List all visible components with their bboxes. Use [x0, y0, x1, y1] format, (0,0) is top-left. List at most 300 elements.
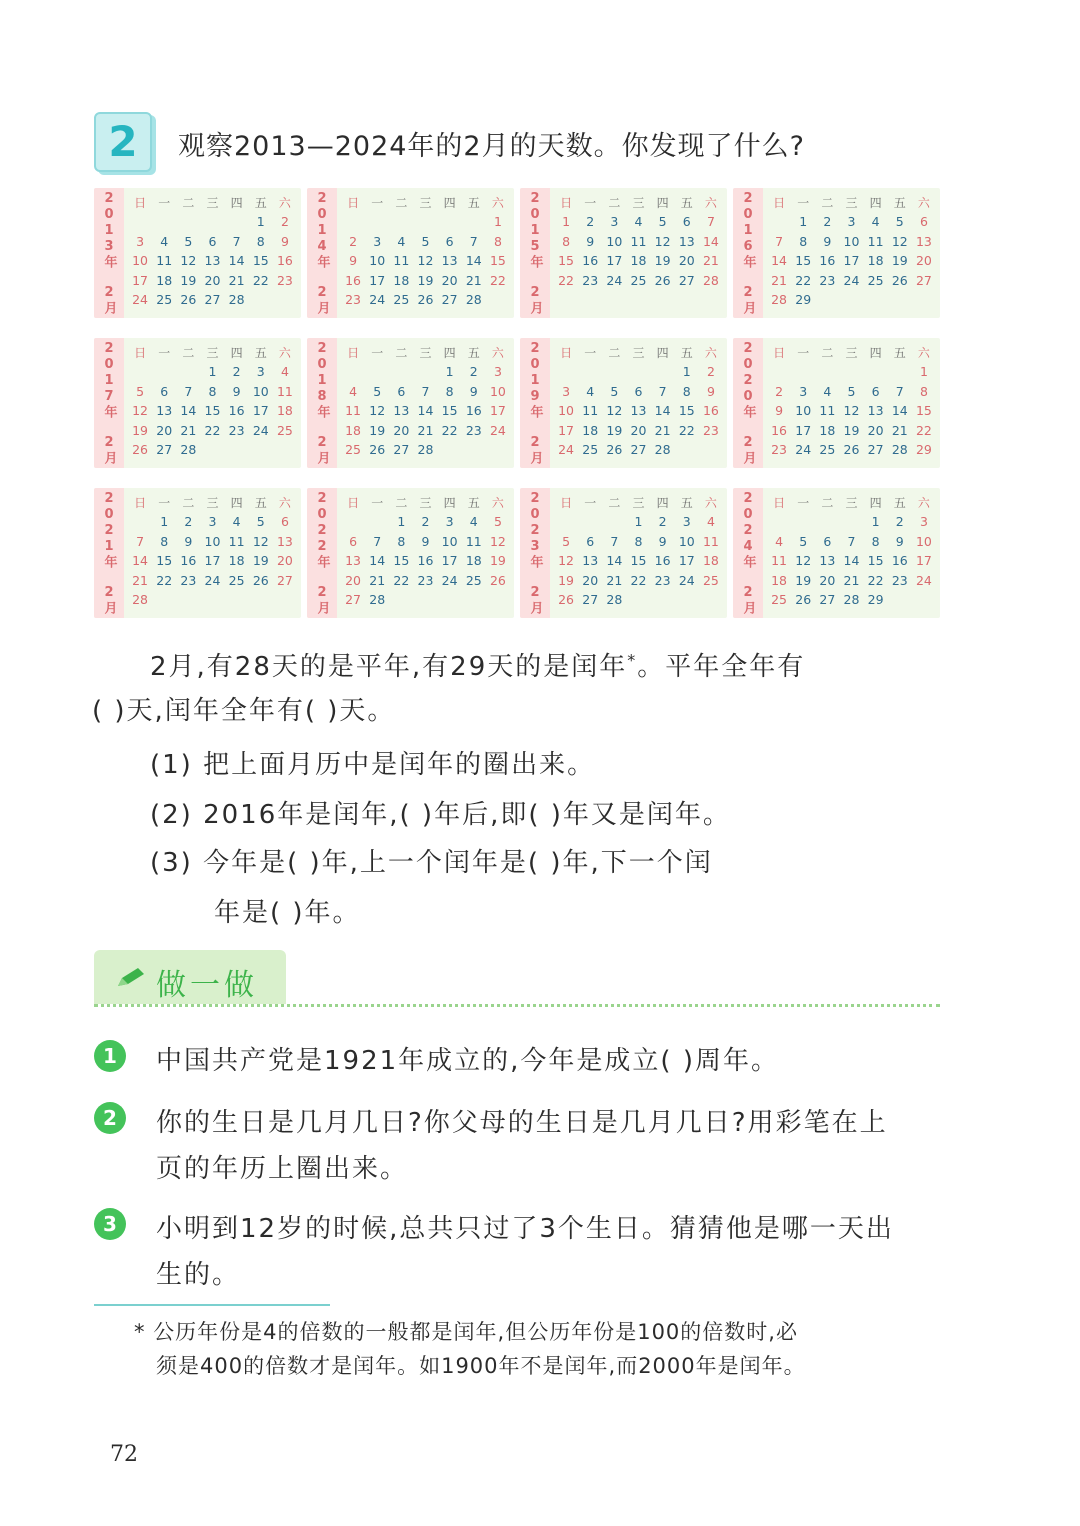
exercise-number-1: 1: [94, 1040, 126, 1072]
calendar-day: 11: [582, 403, 599, 419]
weekday-header: 四: [869, 495, 882, 510]
calendar-day: 4: [634, 214, 643, 230]
calendar-day: 29: [795, 292, 812, 308]
calendar-day: 9: [469, 383, 478, 399]
calendar-day: 23: [771, 442, 788, 458]
weekday-header: 六: [704, 495, 717, 510]
calendar-day: 6: [634, 383, 643, 399]
calendar-day: 4: [469, 514, 478, 530]
weekday-header: 四: [230, 345, 243, 360]
exercise-number-3: 3: [94, 1208, 126, 1240]
calendar-day: 19: [654, 253, 671, 269]
calendar-day: 28: [654, 442, 671, 458]
calendar-day: 15: [867, 553, 884, 569]
calendar-day: 13: [630, 403, 647, 419]
calendar-day: 1: [160, 514, 169, 530]
calendar-day: 16: [819, 253, 836, 269]
calendar-day: 9: [586, 233, 595, 249]
weekday-header: 四: [656, 345, 669, 360]
calendar-day: 12: [132, 403, 149, 419]
calendar-day: 13: [441, 253, 458, 269]
calendar-day: 28: [465, 292, 482, 308]
calendar-day: 25: [345, 442, 362, 458]
calendar-day: 27: [867, 442, 884, 458]
calendar-day: 2: [706, 364, 715, 380]
weekday-header: 六: [491, 495, 504, 510]
month-calendar: [307, 188, 514, 318]
calendar-day: 23: [582, 272, 599, 288]
calendar-day: 16: [465, 403, 482, 419]
weekday-header: 五: [467, 195, 480, 210]
calendar-day: 1: [256, 214, 265, 230]
calendar-day: 27: [204, 292, 221, 308]
calendar-day: 15: [204, 403, 221, 419]
calendar-day: 2: [586, 214, 595, 230]
calendar-day: 14: [369, 553, 386, 569]
weekday-header: 四: [656, 495, 669, 510]
calendar-day: 16: [417, 553, 434, 569]
calendar-day: 5: [562, 533, 571, 549]
calendar-day: 11: [702, 533, 719, 549]
weekday-header: 六: [704, 345, 717, 360]
calendar-day: 12: [606, 403, 623, 419]
calendar-day: 22: [252, 272, 269, 288]
footnote-line-1: * 公历年份是4的倍数的一般都是闰年,但公历年份是100的倍数时,必: [134, 1320, 798, 1344]
calendar-day: 21: [180, 422, 197, 438]
calendar-day: 17: [369, 272, 386, 288]
calendar-year-label: 2018年 2月: [307, 338, 337, 468]
calendar-day: 3: [562, 383, 571, 399]
calendar-year-label: 2023年 2月: [520, 488, 550, 618]
calendar-day: 20: [276, 553, 293, 569]
calendar-day: 9: [232, 383, 241, 399]
weekday-header: 日: [134, 195, 147, 210]
calendar-day: 16: [345, 272, 362, 288]
weekday-header: 一: [158, 345, 171, 360]
calendar-day: 24: [252, 422, 269, 438]
calendar-day: 5: [373, 383, 382, 399]
calendar-day: 3: [445, 514, 454, 530]
month-calendar: [733, 188, 940, 318]
weekday-header: 一: [797, 495, 810, 510]
calendar-day: 24: [678, 572, 695, 588]
calendar-day: 12: [654, 233, 671, 249]
calendar-day: 15: [558, 253, 575, 269]
weekday-header: 一: [371, 345, 384, 360]
weekday-header: 日: [347, 195, 360, 210]
calendar-day: 18: [867, 253, 884, 269]
calendar-day: 22: [558, 272, 575, 288]
calendar-day: 4: [232, 514, 241, 530]
calendar-day: 17: [132, 272, 149, 288]
calendar-day: 23: [417, 572, 434, 588]
calendar-year-label: 2020年 2月: [733, 338, 763, 468]
calendar-day: 12: [252, 533, 269, 549]
weekday-header: 六: [704, 195, 717, 210]
calendar-day: 23: [819, 272, 836, 288]
calendar-day: 7: [706, 214, 715, 230]
calendar-day: 27: [345, 592, 362, 608]
calendar-day: 21: [843, 572, 860, 588]
weekday-header: 六: [278, 345, 291, 360]
calendar-day: 8: [871, 533, 880, 549]
weekday-header: 日: [347, 495, 360, 510]
calendar-day: 3: [919, 514, 928, 530]
calendar-day: 20: [867, 422, 884, 438]
calendar-day: 23: [345, 292, 362, 308]
calendar-day: 19: [252, 553, 269, 569]
calendar-day: 3: [493, 364, 502, 380]
calendar-day: 9: [349, 253, 358, 269]
weekday-header: 日: [347, 345, 360, 360]
weekday-header: 五: [254, 195, 267, 210]
calendar-day: 3: [682, 514, 691, 530]
calendar-day: 3: [373, 233, 382, 249]
calendar-day: 10: [204, 533, 221, 549]
calendar-day: 2: [658, 514, 667, 530]
weekday-header: 日: [560, 345, 573, 360]
weekday-header: 六: [491, 345, 504, 360]
calendar-day: 24: [132, 292, 149, 308]
calendar-day: 9: [421, 533, 430, 549]
calendar-day: 9: [823, 233, 832, 249]
weekday-header: 三: [419, 345, 432, 360]
calendar-day: 7: [421, 383, 430, 399]
calendar-day: 11: [630, 233, 647, 249]
calendar-day: 7: [775, 233, 784, 249]
weekday-header: 五: [893, 495, 906, 510]
calendar-day: 20: [204, 272, 221, 288]
calendar-day: 18: [819, 422, 836, 438]
calendar-day: 6: [349, 533, 358, 549]
calendar-day: 6: [397, 383, 406, 399]
calendar-day: 18: [228, 553, 245, 569]
weekday-header: 三: [206, 345, 219, 360]
weekday-header: 一: [158, 495, 171, 510]
calendar-day: 28: [180, 442, 197, 458]
calendar-day: 13: [582, 553, 599, 569]
practice-divider: [94, 1004, 940, 1007]
calendar-day: 3: [256, 364, 265, 380]
footnote-line-2: 须是400的倍数才是闰年。如1900年不是闰年,而2000年是闰年。: [156, 1354, 806, 1378]
weekday-header: 二: [608, 345, 621, 360]
footnote-marker: *: [627, 650, 638, 670]
section-question: 观察2013—2024年的2月的天数。你发现了什么?: [178, 131, 805, 162]
calendar-day: 4: [775, 533, 784, 549]
exercise-3-text: 小明到12岁的时候,总共只过了3个生日。猜猜他是哪一天出: [156, 1214, 894, 1244]
calendar-day: 3: [799, 383, 808, 399]
calendar-day: 5: [610, 383, 619, 399]
weekday-header: 一: [584, 195, 597, 210]
weekday-header: 日: [134, 345, 147, 360]
calendar-day: 27: [276, 572, 293, 588]
weekday-header: 五: [680, 345, 693, 360]
month-calendar: [520, 188, 727, 318]
calendar-day: 27: [393, 442, 410, 458]
calendar-day: 6: [682, 214, 691, 230]
calendar-day: 5: [847, 383, 856, 399]
calendar-day: 19: [558, 572, 575, 588]
weekday-header: 日: [560, 195, 573, 210]
calendar-day: 28: [843, 592, 860, 608]
calendar-day: 16: [582, 253, 599, 269]
calendar-day: 20: [630, 422, 647, 438]
calendar-day: 25: [393, 292, 410, 308]
calendar-day: 10: [606, 233, 623, 249]
calendar-day: 6: [445, 233, 454, 249]
calendar-day: 1: [682, 364, 691, 380]
calendar-day: 7: [136, 533, 145, 549]
calendar-day: 26: [180, 292, 197, 308]
weekday-header: 日: [773, 495, 786, 510]
calendar-day: 15: [489, 253, 506, 269]
calendar-day: 24: [489, 422, 506, 438]
weekday-header: 三: [632, 495, 645, 510]
weekday-header: 五: [680, 495, 693, 510]
calendar-day: 11: [228, 533, 245, 549]
calendar-day: 9: [775, 403, 784, 419]
question-3: (3) 今年是( )年,上一个闰年是( )年,下一个闰: [150, 848, 713, 878]
calendar-day: 21: [417, 422, 434, 438]
calendar-day: 19: [891, 253, 908, 269]
calendar-day: 26: [417, 292, 434, 308]
calendar-day: 18: [771, 572, 788, 588]
calendar-day: 9: [280, 233, 289, 249]
calendar-day: 1: [208, 364, 217, 380]
calendar-day: 7: [895, 383, 904, 399]
statement-text-end: 。平年全年有: [637, 652, 806, 682]
weekday-header: 二: [182, 345, 195, 360]
calendar-day: 28: [228, 292, 245, 308]
calendar-day: 18: [393, 272, 410, 288]
calendar-day: 27: [441, 292, 458, 308]
calendar-day: 20: [393, 422, 410, 438]
weekday-header: 六: [917, 495, 930, 510]
calendar-day: 1: [397, 514, 406, 530]
weekday-header: 六: [491, 195, 504, 210]
calendar-day: 13: [276, 533, 293, 549]
weekday-header: 二: [395, 195, 408, 210]
calendar-day: 18: [345, 422, 362, 438]
calendar-day: 13: [867, 403, 884, 419]
calendar-day: 23: [276, 272, 293, 288]
weekday-header: 一: [797, 195, 810, 210]
calendar-day: 9: [895, 533, 904, 549]
calendar-day: 17: [204, 553, 221, 569]
calendar-day: 8: [634, 533, 643, 549]
calendar-day: 1: [871, 514, 880, 530]
calendar-day: 12: [558, 553, 575, 569]
calendar-day: 21: [228, 272, 245, 288]
calendar-day: 12: [417, 253, 434, 269]
weekday-header: 一: [158, 195, 171, 210]
weekday-header: 日: [134, 495, 147, 510]
calendar-day: 15: [630, 553, 647, 569]
month-calendar: [520, 338, 727, 468]
calendar-day: 17: [489, 403, 506, 419]
calendar-day: 24: [606, 272, 623, 288]
calendar-day: 8: [160, 533, 169, 549]
calendar-day: 3: [610, 214, 619, 230]
calendar-year-label: 2013年 2月: [94, 188, 124, 318]
calendar-day: 8: [445, 383, 454, 399]
calendar-day: 25: [582, 442, 599, 458]
calendar-day: 20: [915, 253, 932, 269]
calendar-day: 16: [891, 553, 908, 569]
calendar-day: 20: [156, 422, 173, 438]
weekday-header: 五: [467, 495, 480, 510]
calendar-day: 2: [184, 514, 193, 530]
calendar-day: 8: [208, 383, 217, 399]
weekday-header: 四: [656, 195, 669, 210]
calendar-day: 15: [441, 403, 458, 419]
calendar-day: 19: [132, 422, 149, 438]
calendar-day: 27: [819, 592, 836, 608]
calendar-day: 25: [276, 422, 293, 438]
calendar-day: 24: [558, 442, 575, 458]
calendar-day: 22: [915, 422, 932, 438]
calendar-day: 27: [630, 442, 647, 458]
calendar-day: 20: [441, 272, 458, 288]
calendar-day: 21: [606, 572, 623, 588]
weekday-header: 二: [821, 195, 834, 210]
calendar-day: 17: [915, 553, 932, 569]
calendar-day: 19: [180, 272, 197, 288]
calendar-day: 14: [465, 253, 482, 269]
calendar-day: 11: [867, 233, 884, 249]
calendar-day: 11: [393, 253, 410, 269]
calendar-day: 16: [228, 403, 245, 419]
calendar-year-label: 2022年 2月: [307, 488, 337, 618]
calendar-day: 28: [132, 592, 149, 608]
weekday-header: 一: [584, 345, 597, 360]
calendar-day: 21: [771, 272, 788, 288]
calendar-day: 14: [843, 553, 860, 569]
weekday-header: 四: [230, 195, 243, 210]
calendar-day: 18: [276, 403, 293, 419]
calendar-day: 16: [771, 422, 788, 438]
calendar-day: 14: [417, 403, 434, 419]
calendar-day: 11: [345, 403, 362, 419]
calendar-day: 4: [823, 383, 832, 399]
calendar-day: 10: [252, 383, 269, 399]
calendar-day: 1: [562, 214, 571, 230]
calendar-day: 25: [630, 272, 647, 288]
calendar-day: 19: [369, 422, 386, 438]
calendar-day: 25: [771, 592, 788, 608]
calendar-day: 21: [891, 422, 908, 438]
calendar-day: 12: [489, 533, 506, 549]
calendar-day: 7: [610, 533, 619, 549]
weekday-header: 一: [797, 345, 810, 360]
calendar-day: 7: [658, 383, 667, 399]
calendar-day: 2: [421, 514, 430, 530]
calendar-day: 4: [280, 364, 289, 380]
weekday-header: 四: [230, 495, 243, 510]
statement-text: 2月,有28天的是平年,有29天的是闰年: [150, 652, 628, 682]
calendar-day: 26: [252, 572, 269, 588]
calendar-day: 12: [180, 253, 197, 269]
calendar-day: 29: [867, 592, 884, 608]
calendar-day: 21: [369, 572, 386, 588]
calendar-day: 16: [276, 253, 293, 269]
calendar-day: 2: [232, 364, 241, 380]
days-blank-line: ( )天,闰年全年有( )天。: [92, 696, 396, 726]
calendar-day: 13: [204, 253, 221, 269]
calendar-day: 26: [843, 442, 860, 458]
calendar-day: 20: [345, 572, 362, 588]
calendar-day: 5: [799, 533, 808, 549]
calendar-day: 1: [919, 364, 928, 380]
calendar-day: 28: [369, 592, 386, 608]
calendar-day: 23: [702, 422, 719, 438]
calendar-year-label: 2014年 2月: [307, 188, 337, 318]
weekday-header: 三: [206, 495, 219, 510]
month-calendar: [94, 338, 301, 468]
calendar-day: 5: [421, 233, 430, 249]
calendar-day: 11: [819, 403, 836, 419]
weekday-header: 五: [254, 345, 267, 360]
calendar-day: 24: [204, 572, 221, 588]
calendar-day: 19: [489, 553, 506, 569]
exercise-number-2: 2: [94, 1102, 126, 1134]
calendar-day: 29: [915, 442, 932, 458]
weekday-header: 二: [182, 195, 195, 210]
calendar-day: 26: [489, 572, 506, 588]
calendar-day: 26: [891, 272, 908, 288]
calendar-day: 18: [630, 253, 647, 269]
month-calendar: [94, 188, 301, 318]
calendar-day: 12: [891, 233, 908, 249]
calendar-day: 17: [678, 553, 695, 569]
calendar-day: 20: [678, 253, 695, 269]
calendar-day: 17: [252, 403, 269, 419]
calendar-day: 22: [393, 572, 410, 588]
calendar-day: 23: [228, 422, 245, 438]
calendar-day: 24: [441, 572, 458, 588]
calendar-day: 7: [847, 533, 856, 549]
calendar-day: 5: [136, 383, 145, 399]
calendar-day: 8: [682, 383, 691, 399]
exercise-2-text-cont: 页的年历上圈出来。: [156, 1154, 409, 1184]
month-calendar: [520, 488, 727, 618]
calendar-day: 21: [654, 422, 671, 438]
weekday-header: 五: [254, 495, 267, 510]
calendar-day: 10: [132, 253, 149, 269]
calendar-day: 14: [228, 253, 245, 269]
section-number-badge: 2: [94, 112, 152, 172]
calendar-day: 19: [417, 272, 434, 288]
weekday-header: 四: [443, 195, 456, 210]
calendar-year-label: 2017年 2月: [94, 338, 124, 468]
calendar-day: 6: [823, 533, 832, 549]
calendar-day: 18: [582, 422, 599, 438]
calendar-day: 11: [771, 553, 788, 569]
calendar-day: 14: [702, 233, 719, 249]
calendar-day: 24: [843, 272, 860, 288]
calendar-day: 8: [562, 233, 571, 249]
calendar-day: 16: [702, 403, 719, 419]
calendar-day: 3: [208, 514, 217, 530]
month-calendar: [307, 338, 514, 468]
weekday-header: 四: [869, 345, 882, 360]
weekday-header: 三: [206, 195, 219, 210]
calendar-day: 9: [184, 533, 193, 549]
calendar-day: 22: [441, 422, 458, 438]
calendar-day: 14: [132, 553, 149, 569]
month-calendar: [307, 488, 514, 618]
calendar-day: 13: [819, 553, 836, 569]
